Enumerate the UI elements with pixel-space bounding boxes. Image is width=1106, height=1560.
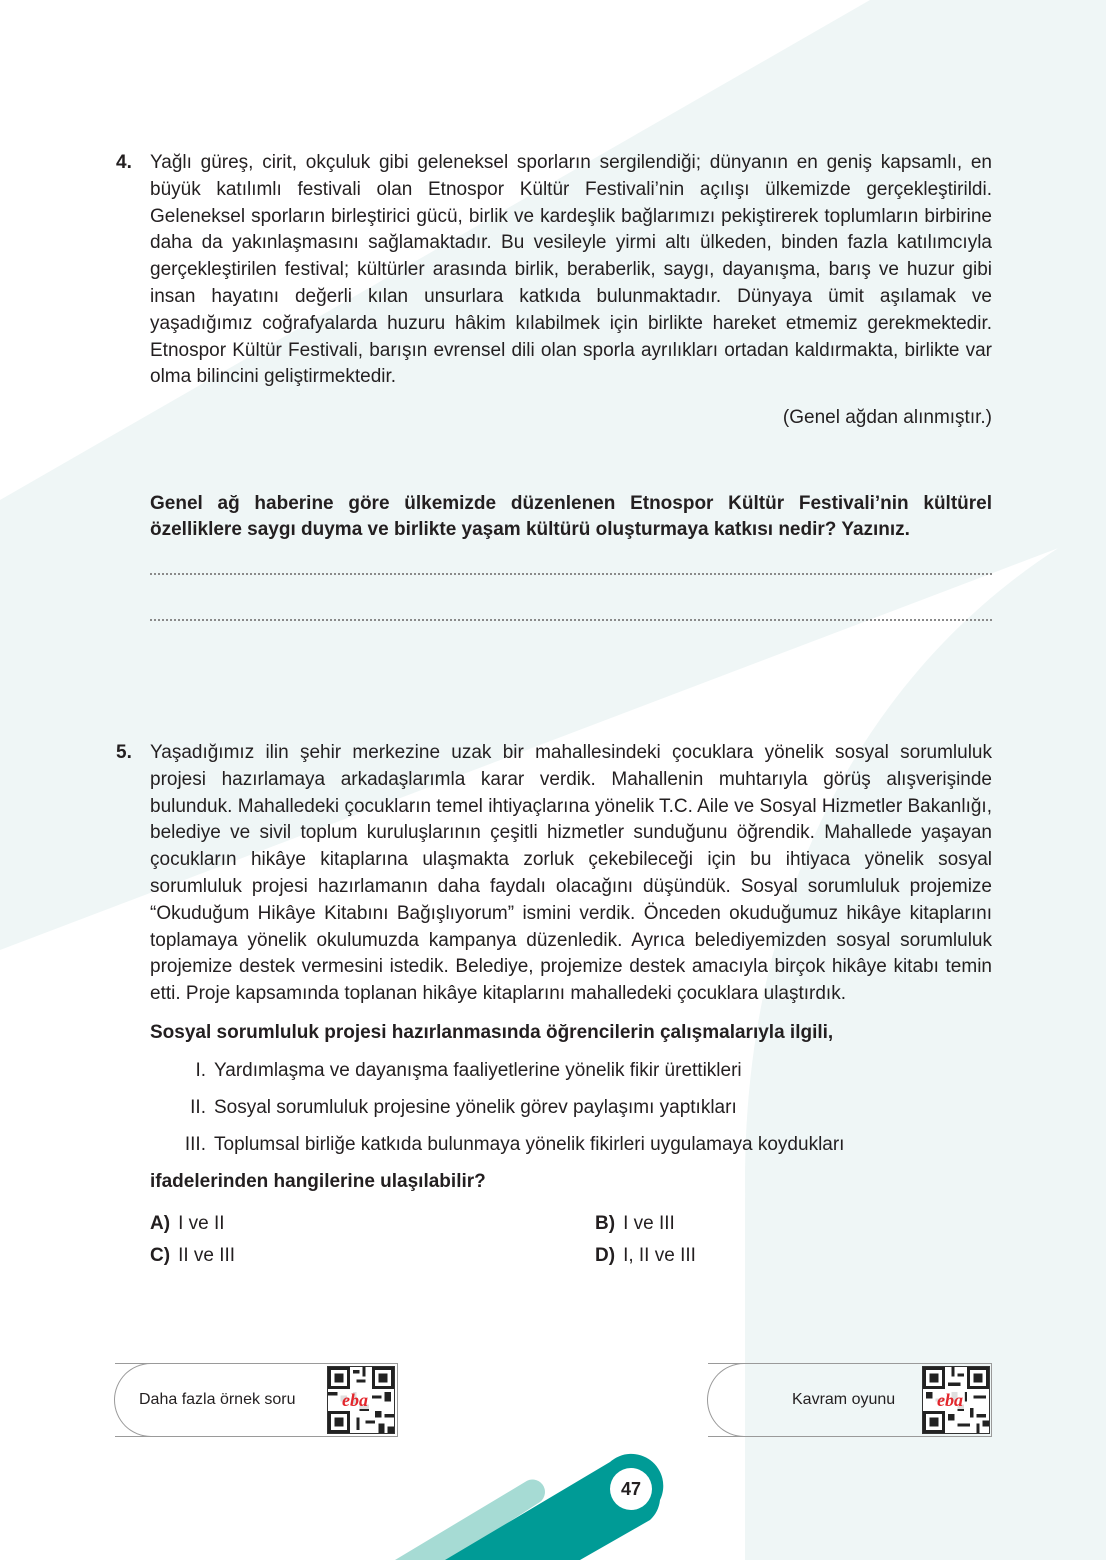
option-a[interactable] [150,1211,595,1237]
option-letter: A) [150,1212,171,1234]
eba-logo: eba [937,1390,963,1410]
statement-text: Yardımlaşma ve dayanışma faaliyetlerine yönelik fikir ürettikleri [214,1059,742,1081]
answer-line-2[interactable] [150,619,992,621]
option-c[interactable] [150,1243,595,1269]
question-paragraph: Yaşadığımız ilin şehir merkezine uzak bir mahallesindeki çocuklara yönelik sosyal sorumluluk projesi hazırlamaya arkadaşlarımla karar verdik. Mahallenin muhtarıyla görüş alışverişinde bulunduk. Mahalledeki çocukların temel ihtiyaçlarına yönelik T.C. Aile ve Sosyal Hizmetler Bakanlığı, belediye ve sivil toplum kuruluşlarının çeşitli hizmetler sunduğunu öğrendik. Mahallede yaşayan çocukların hikâye kitaplarına ulaşmakta zorluk çekebileceği için bu ihtiyaca yönelik sosyal sorumluluk projesi hazırlamanın daha faydalı olacağını düşündük. Sosyal sorumluluk projemize “Okuduğum Hikâye Kitabını Bağışlıyorum” ismini verdik. Önceden okuduğumuz hikâye kitaplarını toplamaya yönelik okulumuzda kampanya düzenledik. Ayrıca belediyemizden sosyal sorumluluk projemize destek vermesini istedik. Belediye, projemize destek amacıyla birçok hikâye kitabı temin etti. Proje kapsamında toplanan hikâye kitaplarını mahalledeki çocuklara ulaştırdık. [150,742,992,1005]
concept-game-link[interactable] [708,1363,992,1437]
statement-item [150,1058,992,1084]
more-questions-link[interactable] [115,1363,398,1437]
statement-item [150,1132,992,1158]
option-text: II ve III [178,1244,236,1266]
statement-numeral: I. [195,1059,206,1081]
option-letter: B) [595,1212,616,1234]
option-text: I ve II [178,1212,225,1234]
option-letter: C) [150,1244,171,1266]
question-4 [116,150,992,621]
question-text: ifadelerinden hangilerine ulaşılabilir? [150,1170,486,1192]
question-5 [116,740,992,1269]
eba-logo: eba [342,1390,368,1410]
question-number: 5. [116,742,132,763]
statement-numeral: II. [190,1096,206,1118]
answer-line-1[interactable] [150,573,992,575]
concept-game-label: Kavram oyunu [792,1391,896,1408]
statement-numeral: III. [184,1133,206,1155]
question-prompt: Genel ağ haberine göre ülkemizde düzenlenen Etnospor Kültür Festivali’nin kültürel özelliklere saygı duyma ve birlikte yaşam kültürü oluşturmaya katkısı nedir? Yazınız. [150,493,992,541]
statements-list [150,1058,992,1158]
statement-item [150,1095,992,1121]
option-text: I, II ve III [623,1244,696,1266]
question-paragraph: Yağlı güreş, cirit, okçuluk gibi geleneksel sporların sergilendiği; dünyanın en geniş kapsamlı, en büyük katılımlı festivali olan Etnospor Kültür Festivali’nin açılışı ülkemizde gerçekleştirildi. Geleneksel sporların birleştirici gücü, birlik ve kardeşlik bağlarımızı pekiştirerek toplumların birbirine daha da yakınlaşmasını sağlamaktadır. Bu vesileyle yirmi altı ülkeden, binden fazla katılımcıyla gerçekleştirilen festival; kültürler arasında birlik, beraberlik, saygı, dayanışma, barış ve huzur gibi insan hayatını değerli kılan unsurlara katkıda bulunmaktadır. Dünyaya ümit aşılamak ve yaşadığımız coğrafyalarda huzuru hâkim kılabilmek için birlikte hareket etmemiz gerekmektedir. Etnospor Kültür Festivali, barışın evrensel dili olan sporla ayrılıkları ortadan kaldırmakta, birlikte var olma bilincini geliştirmektedir. [150,152,992,388]
option-letter: D) [595,1244,616,1266]
statement-text: Toplumsal birliğe katkıda bulunmaya yönelik fikirleri uygulamaya koydukları [214,1133,845,1155]
option-b[interactable] [595,1211,995,1237]
option-d[interactable] [595,1243,995,1269]
statement-text: Sosyal sorumluluk projesine yönelik görev paylaşımı yaptıkları [214,1096,737,1118]
answer-options [150,1211,992,1269]
qr-code-icon[interactable] [327,1366,395,1434]
more-questions-label: Daha fazla örnek soru [139,1391,296,1408]
option-text: I ve III [623,1212,675,1234]
question-number: 4. [116,152,132,173]
qr-code-icon[interactable] [922,1366,990,1434]
source-citation: (Genel ağdan alınmıştır.) [782,407,992,429]
page-number: 47 [610,1468,652,1510]
question-stem: Sosyal sorumluluk projesi hazırlanmasında öğrencilerin çalışmalarıyla ilgili, [150,1021,834,1043]
